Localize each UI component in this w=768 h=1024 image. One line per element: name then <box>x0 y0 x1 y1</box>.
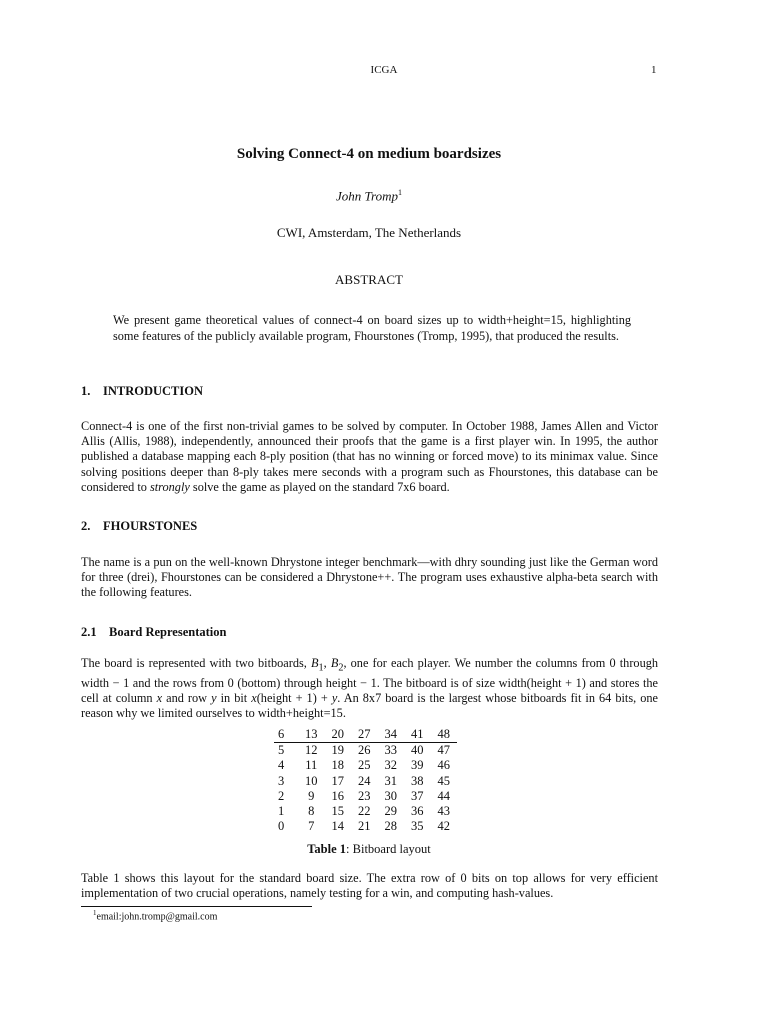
table-cell: 18 <box>331 758 344 773</box>
page-number: 1 <box>651 64 657 76</box>
text: and row <box>162 690 212 705</box>
running-head: ICGA <box>370 64 398 76</box>
text: , <box>323 656 331 670</box>
table-row <box>274 774 457 789</box>
text: The board is represented with two bitboards, <box>81 656 311 670</box>
table-row <box>274 743 457 759</box>
table-cell: 26 <box>358 743 371 758</box>
table-row <box>274 819 457 834</box>
table-cell: 1 <box>278 804 285 819</box>
table-cell: 37 <box>411 788 424 803</box>
table-cell: 3 <box>278 773 285 788</box>
intro-text: Connect-4 is one of the first non-trivial games to be solved by computer. In October 1988, James Allen and Victor Allis (Allis, 1988), independently, announced their proofs that the game is a first player win. In 1995, the author published a database mapping each 8-ply position (that has no winning or forced move) to its minimax value. Since solving positions deeper than 8-ply takes mere seconds with a program such as Fhourstones, this database can be considered to <box>81 419 658 494</box>
math-y: y <box>331 690 338 705</box>
table-cell: 43 <box>437 804 450 819</box>
table-cell: 0 <box>278 819 285 834</box>
table-cell: 44 <box>437 788 450 803</box>
subsection-number: 2.1 <box>81 625 97 639</box>
table-cell: 23 <box>358 788 371 803</box>
math-sub: 1 <box>318 662 324 674</box>
section-title: INTRODUCTION <box>103 384 204 398</box>
table-cell: 12 <box>305 743 318 758</box>
board-representation-paragraph <box>81 656 658 721</box>
table-cell: 4 <box>278 758 285 773</box>
intro-text-end: solve the game as played on the standard 7x6 board. <box>192 479 450 494</box>
table-cell: 42 <box>437 819 450 834</box>
author-footnote-mark: 1 <box>398 188 402 197</box>
table-cell: 8 <box>308 804 315 819</box>
footnote <box>93 909 217 922</box>
author-name: John Tromp <box>336 188 398 204</box>
math-x: x <box>156 690 163 705</box>
math-b: B <box>330 656 339 670</box>
table-row <box>274 727 457 743</box>
section-number: 2. <box>81 519 91 533</box>
table-cell: 9 <box>308 788 315 803</box>
fhourstones-paragraph: The name is a pun on the well-known Dhrystone integer benchmark—with dhry sounding just like the German word for three (drei), Fhourstones can be considered a Dhrystone++. The program uses exhaustive alpha-beta search with the following features. <box>81 555 658 600</box>
table-cell: 28 <box>384 819 397 834</box>
section-title: FHOURSTONES <box>103 519 198 533</box>
abstract-heading: ABSTRACT <box>335 272 403 287</box>
section-heading-introduction <box>81 384 203 399</box>
math-b: B <box>310 656 319 670</box>
table-cell: 45 <box>437 773 450 788</box>
table-row <box>274 804 457 819</box>
table-row <box>274 758 457 773</box>
section-heading-fhourstones <box>81 519 197 534</box>
closing-paragraph: Table 1 shows this layout for the standard board size. The extra row of 0 bits on top allows for very efficient implementation of two crucial operations, namely testing for a win, and computing hash-values. <box>81 871 658 901</box>
table-cell: 24 <box>358 773 371 788</box>
intro-emphasis: strongly <box>149 479 190 494</box>
abstract-text: We present game theoretical values of connect-4 on board sizes up to width+height=15, highlighting some features of the publicly available program, Fhourstones (Tromp, 1995), that produced the results. <box>113 313 631 343</box>
table-cell: 36 <box>411 804 424 819</box>
table-cell: 27 <box>351 727 378 743</box>
table-cell: 41 <box>404 727 431 743</box>
table-cell: 2 <box>278 788 285 803</box>
table-caption <box>0 842 738 857</box>
math-y: y <box>211 690 217 705</box>
text: in bit <box>216 690 252 705</box>
affiliation: CWI, Amsterdam, The Netherlands <box>276 225 462 240</box>
table-cell: 29 <box>384 804 397 819</box>
table-cell: 38 <box>411 773 424 788</box>
subsection-title: Board Representation <box>109 625 227 639</box>
math-x: x <box>251 690 257 705</box>
text: , one for each player. We number the columns from 0 through width − 1 and the rows from 0 (bottom) through height − 1. The bitboard is of size width(height + 1) and stores the cell at column <box>81 656 659 705</box>
table-cell: 22 <box>358 804 371 819</box>
introduction-paragraph <box>81 419 658 495</box>
footnote-rule <box>81 906 312 907</box>
footnote-mark: 1 <box>93 909 97 917</box>
author <box>0 188 738 204</box>
table-caption-text: : Bitboard layout <box>346 842 431 856</box>
table-cell: 46 <box>437 758 450 773</box>
table-cell: 39 <box>411 758 424 773</box>
table-row <box>274 789 457 804</box>
bitboard-layout-table <box>274 727 457 834</box>
table-cell: 30 <box>384 788 397 803</box>
table-cell: 17 <box>331 773 344 788</box>
table-cell: 14 <box>331 819 344 834</box>
table-cell: 5 <box>278 743 285 758</box>
table-cell: 35 <box>411 819 424 834</box>
table-label: Table 1 <box>307 842 347 856</box>
table-cell: 21 <box>358 819 371 834</box>
table-cell: 32 <box>384 758 397 773</box>
table-cell: 40 <box>411 743 424 758</box>
subsection-heading-board-representation <box>81 625 226 640</box>
table-cell: 11 <box>305 758 318 773</box>
text: (height + 1) + <box>256 690 332 705</box>
math-sub: 2 <box>338 662 344 674</box>
table-cell: 16 <box>331 788 344 803</box>
table-cell: 6 <box>274 727 298 743</box>
footnote-text: email:john.tromp@gmail.com <box>96 911 218 923</box>
table-cell: 25 <box>358 758 371 773</box>
table-cell: 10 <box>305 773 318 788</box>
table-cell: 34 <box>378 727 405 743</box>
section-number: 1. <box>81 384 91 398</box>
table-cell: 7 <box>308 819 315 834</box>
table-cell: 47 <box>437 743 450 758</box>
table-cell: 19 <box>331 743 344 758</box>
table-cell: 48 <box>431 727 458 743</box>
table-cell: 33 <box>384 743 397 758</box>
text: . An 8x7 board is the largest whose bitboards fit in 64 bits, one reason why we limited ourselves to width+height=15. <box>81 690 658 721</box>
table-cell: 15 <box>331 804 344 819</box>
table-cell: 13 <box>298 727 325 743</box>
table-cell: 31 <box>384 773 397 788</box>
table-cell: 20 <box>325 727 352 743</box>
paper-title: Solving Connect-4 on medium boardsizes <box>236 146 502 162</box>
